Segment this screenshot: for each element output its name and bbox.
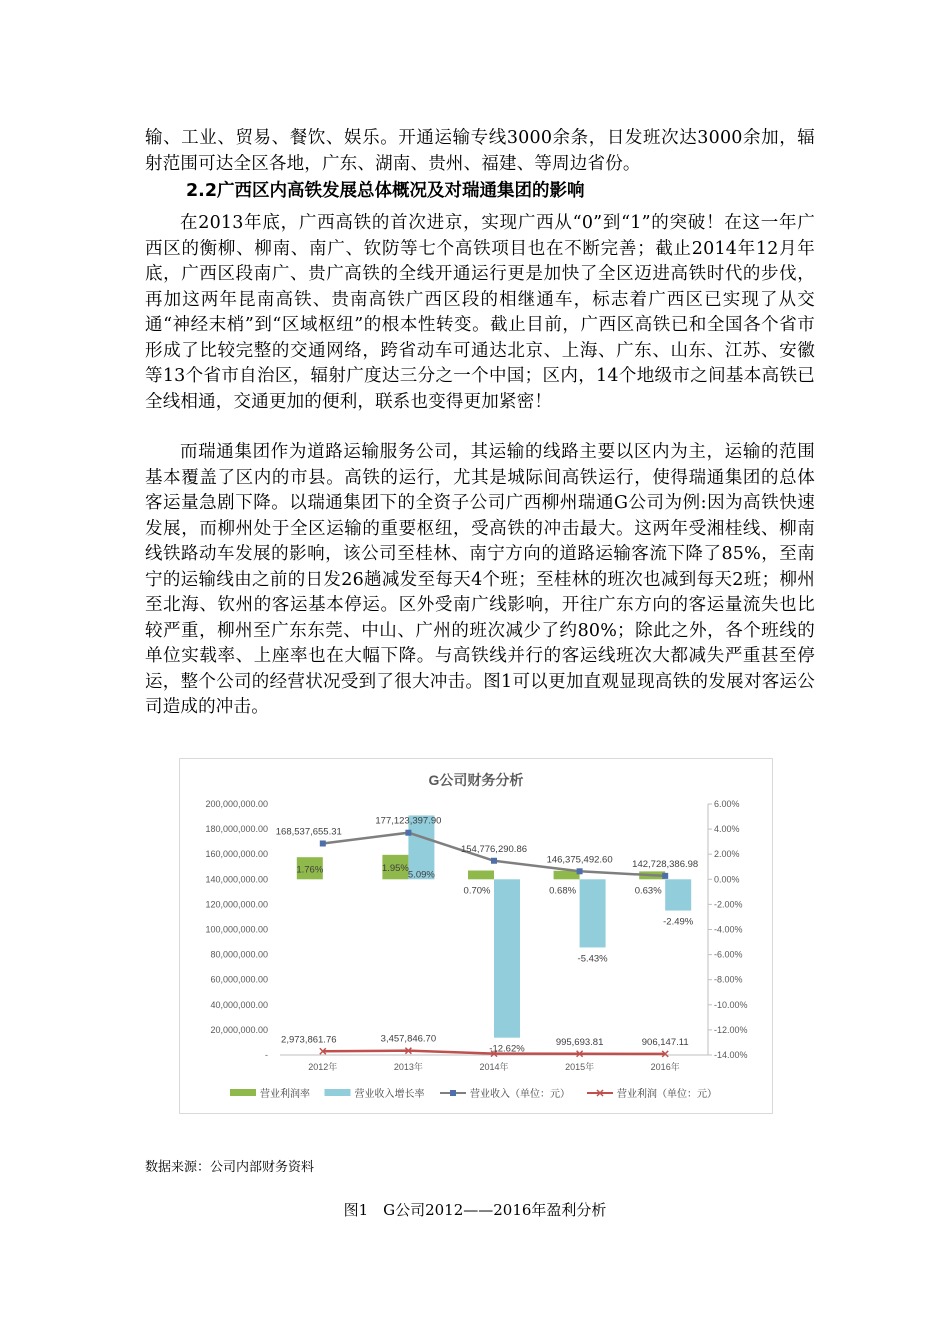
left-axis-tick-label: 20,000,000.00 bbox=[210, 1024, 268, 1035]
legend-label: 营业利润率 bbox=[260, 1089, 310, 1100]
category-label: 2014年 bbox=[479, 1062, 509, 1072]
profit-value-label: 995,693.81 bbox=[555, 1036, 604, 1048]
right-axis-tick-label: -14.00% bbox=[714, 1050, 748, 1060]
legend-marker bbox=[450, 1090, 456, 1096]
left-axis-tick-label: 200,000,000.00 bbox=[205, 799, 268, 809]
revenue-growth-label: -12.62% bbox=[489, 1043, 525, 1055]
bar-profit-margin bbox=[468, 871, 494, 880]
left-axis-tick-label: 160,000,000.00 bbox=[205, 849, 268, 860]
profit-value-label: 906,147.11 bbox=[641, 1036, 689, 1048]
bar-revenue-growth bbox=[580, 879, 606, 947]
legend-item bbox=[587, 1087, 717, 1100]
revenue-value-label: 168,537,655.31 bbox=[275, 826, 342, 838]
profit-margin-label: 0.68% bbox=[549, 885, 577, 897]
left-axis-tick-label: - bbox=[265, 1050, 268, 1060]
left-axis-tick-label: 140,000,000.00 bbox=[205, 874, 268, 885]
right-axis-tick-label: -6.00% bbox=[714, 949, 743, 960]
legend-swatch bbox=[325, 1089, 351, 1096]
left-axis-tick-label: 40,000,000.00 bbox=[210, 999, 268, 1010]
left-axis-tick-label: 180,000,000.00 bbox=[205, 824, 268, 835]
profit-margin-label: 0.63% bbox=[634, 885, 662, 897]
right-axis-tick-label: 6.00% bbox=[714, 799, 740, 809]
right-axis-tick-label: 4.00% bbox=[714, 824, 740, 835]
profit-margin-label: 1.76% bbox=[296, 864, 324, 876]
right-axis-tick-label: -10.00% bbox=[714, 999, 748, 1010]
section-heading: 2.2广西区内高铁发展总体概况及对瑞通集团的影响 bbox=[186, 181, 585, 201]
right-axis-tick-label: 2.00% bbox=[714, 849, 740, 860]
profit-margin-label: 1.95% bbox=[381, 863, 409, 875]
right-axis-tick-label: -4.00% bbox=[714, 924, 743, 935]
category-label: 2013年 bbox=[393, 1062, 423, 1072]
revenue-growth-label: -5.43% bbox=[577, 953, 608, 965]
legend-label: 营业收入（单位：元） bbox=[470, 1089, 570, 1100]
profit-value-label: 3,457,846.70 bbox=[380, 1033, 437, 1045]
left-axis-tick-label: 60,000,000.00 bbox=[210, 974, 268, 985]
revenue-marker bbox=[405, 830, 411, 836]
legend-item bbox=[325, 1087, 425, 1100]
left-axis-tick-label: 100,000,000.00 bbox=[205, 924, 268, 935]
category-label: 2016年 bbox=[650, 1062, 680, 1072]
financial-chart bbox=[180, 759, 772, 1113]
left-axis-tick-label: 80,000,000.00 bbox=[210, 949, 268, 960]
bar-revenue-growth bbox=[665, 879, 691, 910]
legend-item bbox=[440, 1087, 570, 1100]
left-axis-tick-label: 120,000,000.00 bbox=[205, 899, 268, 910]
paragraph-hsr-overview: 在2013年底，广西高铁的首次进京，实现广西从“0”到“1”的突破！在这一年广西区的衡柳、柳南、南广、钦防等七个高铁项目也在不断完善；截止2014年12月年底，广西区段南广、贵广高铁的全线开通运行更是加快了全区迈进高铁时代的步伐，再加这两年昆南高铁、贵南高铁广西区段的相继通车，标志着广西区已实现了从交通“神经末梢”到“区域枢纽”的根本性转变。截止目前，广西区高铁已和全国各个省市形成了比较完整的交通网络，跨省动车可通达北京、上海、广东、山东、江苏、安徽等13个省市自治区，辐射广度达三分之一个中国；区内，14个地级市之间基本高铁已全线相通，交通更加的便利，联系也变得更加紧密！ bbox=[145, 213, 815, 412]
paragraph-ruitong-impact: 而瑞通集团作为道路运输服务公司，其运输的线路主要以区内为主，运输的范围基本覆盖了区内的市县。高铁的运行，尤其是城际间高铁运行，使得瑞通集团的总体客运量急剧下降。以瑞通集团下的全资子公司广西柳州瑞通G公司为例:因为高铁快速发展，而柳州处于全区运输的重要枢纽，受高铁的冲击最大。这两年受湘桂线、柳南线铁路动车发展的影响，该公司至桂林、南宁方向的道路运输客流下降了85%，至南宁的运输线由之前的日发26趟减发至每天4个班；至桂林的班次也减到每天2班；柳州至北海、钦州的客运基本停运。区外受南广线影响，开往广东方向的客运量流失也比较严重，柳州至广东东莞、中山、广州的班次减少了约80%；除此之外，各个班线的单位实载率、上座率也在大幅下降。与高铁线并行的客运线班次大都减失严重甚至停运，整个公司的经营状况受到了很大冲击。图1可以更加直观显现高铁的发展对客运公司造成的冲击。 bbox=[145, 442, 815, 717]
chart-title: G公司财务分析 bbox=[428, 772, 524, 788]
right-axis-tick-label: -8.00% bbox=[714, 974, 743, 985]
chart-container bbox=[179, 758, 773, 1114]
legend-label: 营业利润（单位：元） bbox=[617, 1089, 717, 1100]
category-label: 2012年 bbox=[308, 1062, 338, 1072]
revenue-value-label: 177,123,397.90 bbox=[375, 815, 442, 827]
figure-caption: 图1 G公司2012——2016年盈利分析 bbox=[343, 1201, 607, 1219]
revenue-value-label: 142,728,386.98 bbox=[632, 858, 699, 870]
profit-margin-label: 0.70% bbox=[463, 885, 491, 897]
revenue-value-label: 146,375,492.60 bbox=[546, 854, 613, 866]
right-axis-tick-label: 0.00% bbox=[714, 874, 740, 885]
revenue-marker bbox=[577, 868, 583, 874]
legend-swatch bbox=[230, 1089, 256, 1096]
revenue-marker bbox=[662, 873, 668, 879]
revenue-marker bbox=[320, 840, 326, 846]
bar-revenue-growth bbox=[494, 879, 520, 1037]
revenue-growth-label: 5.09% bbox=[407, 869, 435, 881]
revenue-growth-label: -2.49% bbox=[663, 916, 694, 928]
right-axis-tick-label: -12.00% bbox=[714, 1024, 748, 1035]
paragraph-intro-tail: 输、工业、贸易、餐饮、娱乐。开通运输专线3000余条，日发班次达3000余加，辐射范围可达全区各地，广东、湖南、贵州、福建、等周边省份。 bbox=[145, 128, 815, 174]
category-label: 2015年 bbox=[565, 1062, 595, 1072]
data-source-note: 数据来源：公司内部财务资料 bbox=[145, 1160, 315, 1175]
profit-value-label: 2,973,861.76 bbox=[281, 1034, 337, 1046]
right-axis-tick-label: -2.00% bbox=[714, 899, 743, 910]
legend-label: 营业收入增长率 bbox=[354, 1089, 425, 1100]
revenue-marker bbox=[491, 858, 497, 864]
legend-item bbox=[230, 1087, 310, 1100]
revenue-value-label: 154,776,290.86 bbox=[460, 843, 528, 855]
